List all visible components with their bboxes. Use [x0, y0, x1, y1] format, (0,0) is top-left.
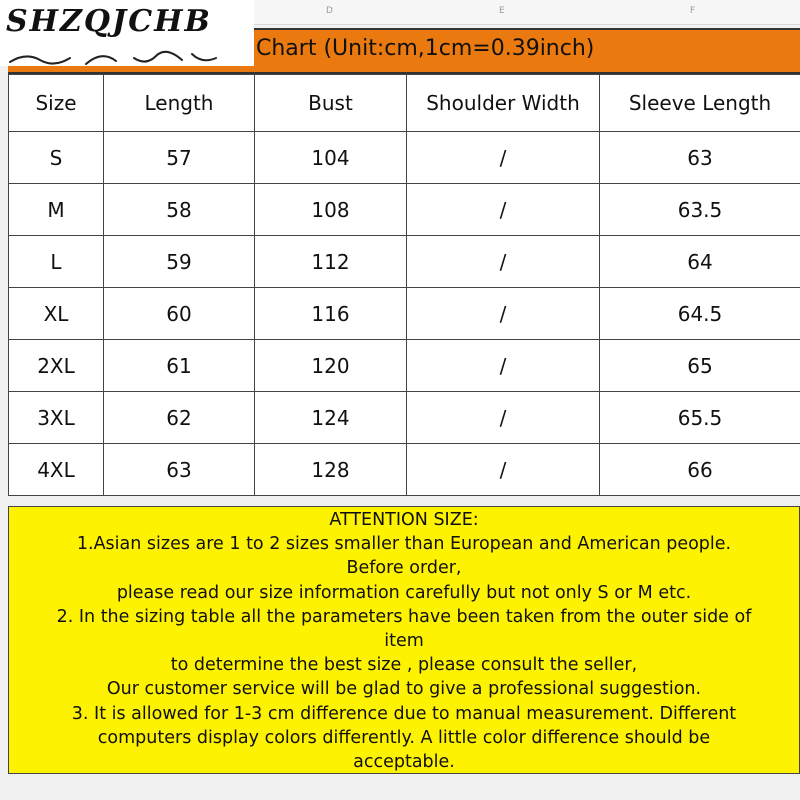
notice-heading: ATTENTION SIZE: [329, 510, 479, 530]
cell-bust: 108 [255, 184, 407, 236]
cell-size: 2XL [9, 340, 104, 392]
cell-shoulder-width: / [407, 444, 600, 496]
notice-line: acceptable. [353, 752, 455, 773]
cell-sleeve-length: 64.5 [600, 288, 800, 340]
cell-length: 62 [104, 392, 255, 444]
cell-length: 59 [104, 236, 255, 288]
cell-sleeve-length: 63.5 [600, 184, 800, 236]
notice-line: please read our size information carefully but not only S or M etc. [116, 582, 692, 603]
table-row [9, 392, 800, 444]
notice-line: computers display colors differently. A little color difference should be [97, 727, 711, 748]
cell-sleeve-length: 65.5 [600, 392, 800, 444]
notice-line: to determine the best size , please consult the seller, [170, 655, 638, 676]
cell-size: S [9, 132, 104, 184]
cell-size: 3XL [9, 392, 104, 444]
cell-sleeve-length: 65 [600, 340, 800, 392]
cell-bust: 128 [255, 444, 407, 496]
chart-title: Chart (Unit:cm,1cm=0.39inch) [256, 36, 595, 61]
cell-length: 58 [104, 184, 255, 236]
cell-sleeve-length: 66 [600, 444, 800, 496]
notice-line: Before order, [346, 558, 462, 579]
table-row [9, 132, 800, 184]
notice-line: item [384, 631, 424, 652]
column-letter-e: E [499, 6, 505, 16]
table-row [9, 288, 800, 340]
size-table [8, 74, 800, 496]
cell-length: 63 [104, 444, 255, 496]
header-length: Length [104, 75, 255, 132]
cell-shoulder-width: / [407, 184, 600, 236]
cell-sleeve-length: 64 [600, 236, 800, 288]
cell-size: M [9, 184, 104, 236]
cell-bust: 124 [255, 392, 407, 444]
cell-shoulder-width: / [407, 288, 600, 340]
table-row [9, 184, 800, 236]
cell-shoulder-width: / [407, 236, 600, 288]
cell-shoulder-width: / [407, 340, 600, 392]
cell-bust: 104 [255, 132, 407, 184]
column-letter-f: F [690, 6, 696, 16]
header-shoulder-width: Shoulder Width [407, 75, 600, 132]
table-row [9, 340, 800, 392]
cell-length: 57 [104, 132, 255, 184]
cell-shoulder-width: / [407, 392, 600, 444]
table-row [9, 236, 800, 288]
brand-name: SHZQJCHB [6, 4, 212, 39]
cell-size: L [9, 236, 104, 288]
cell-sleeve-length: 63 [600, 132, 800, 184]
header-bust: Bust [255, 75, 407, 132]
cell-length: 60 [104, 288, 255, 340]
header-size: Size [9, 75, 104, 132]
cell-bust: 116 [255, 288, 407, 340]
cell-bust: 112 [255, 236, 407, 288]
cell-bust: 120 [255, 340, 407, 392]
cell-size: 4XL [9, 444, 104, 496]
table-header-row [9, 75, 800, 132]
attention-notice [8, 506, 800, 774]
header-sleeve-length: Sleeve Length [600, 75, 800, 132]
notice-line: 2. In the sizing table all the parameters have been taken from the outer side of [56, 606, 752, 627]
notice-line: Our customer service will be glad to give a professional suggestion. [106, 679, 702, 700]
cell-shoulder-width: / [407, 132, 600, 184]
column-letter-d: D [326, 6, 333, 16]
cell-length: 61 [104, 340, 255, 392]
table-row [9, 444, 800, 496]
notice-line: 3. It is allowed for 1-3 cm difference due to manual measurement. Different [71, 703, 737, 724]
notice-line: 1.Asian sizes are 1 to 2 sizes smaller than European and American people. [76, 534, 732, 555]
handwriting-scribble [6, 44, 226, 68]
cell-size: XL [9, 288, 104, 340]
